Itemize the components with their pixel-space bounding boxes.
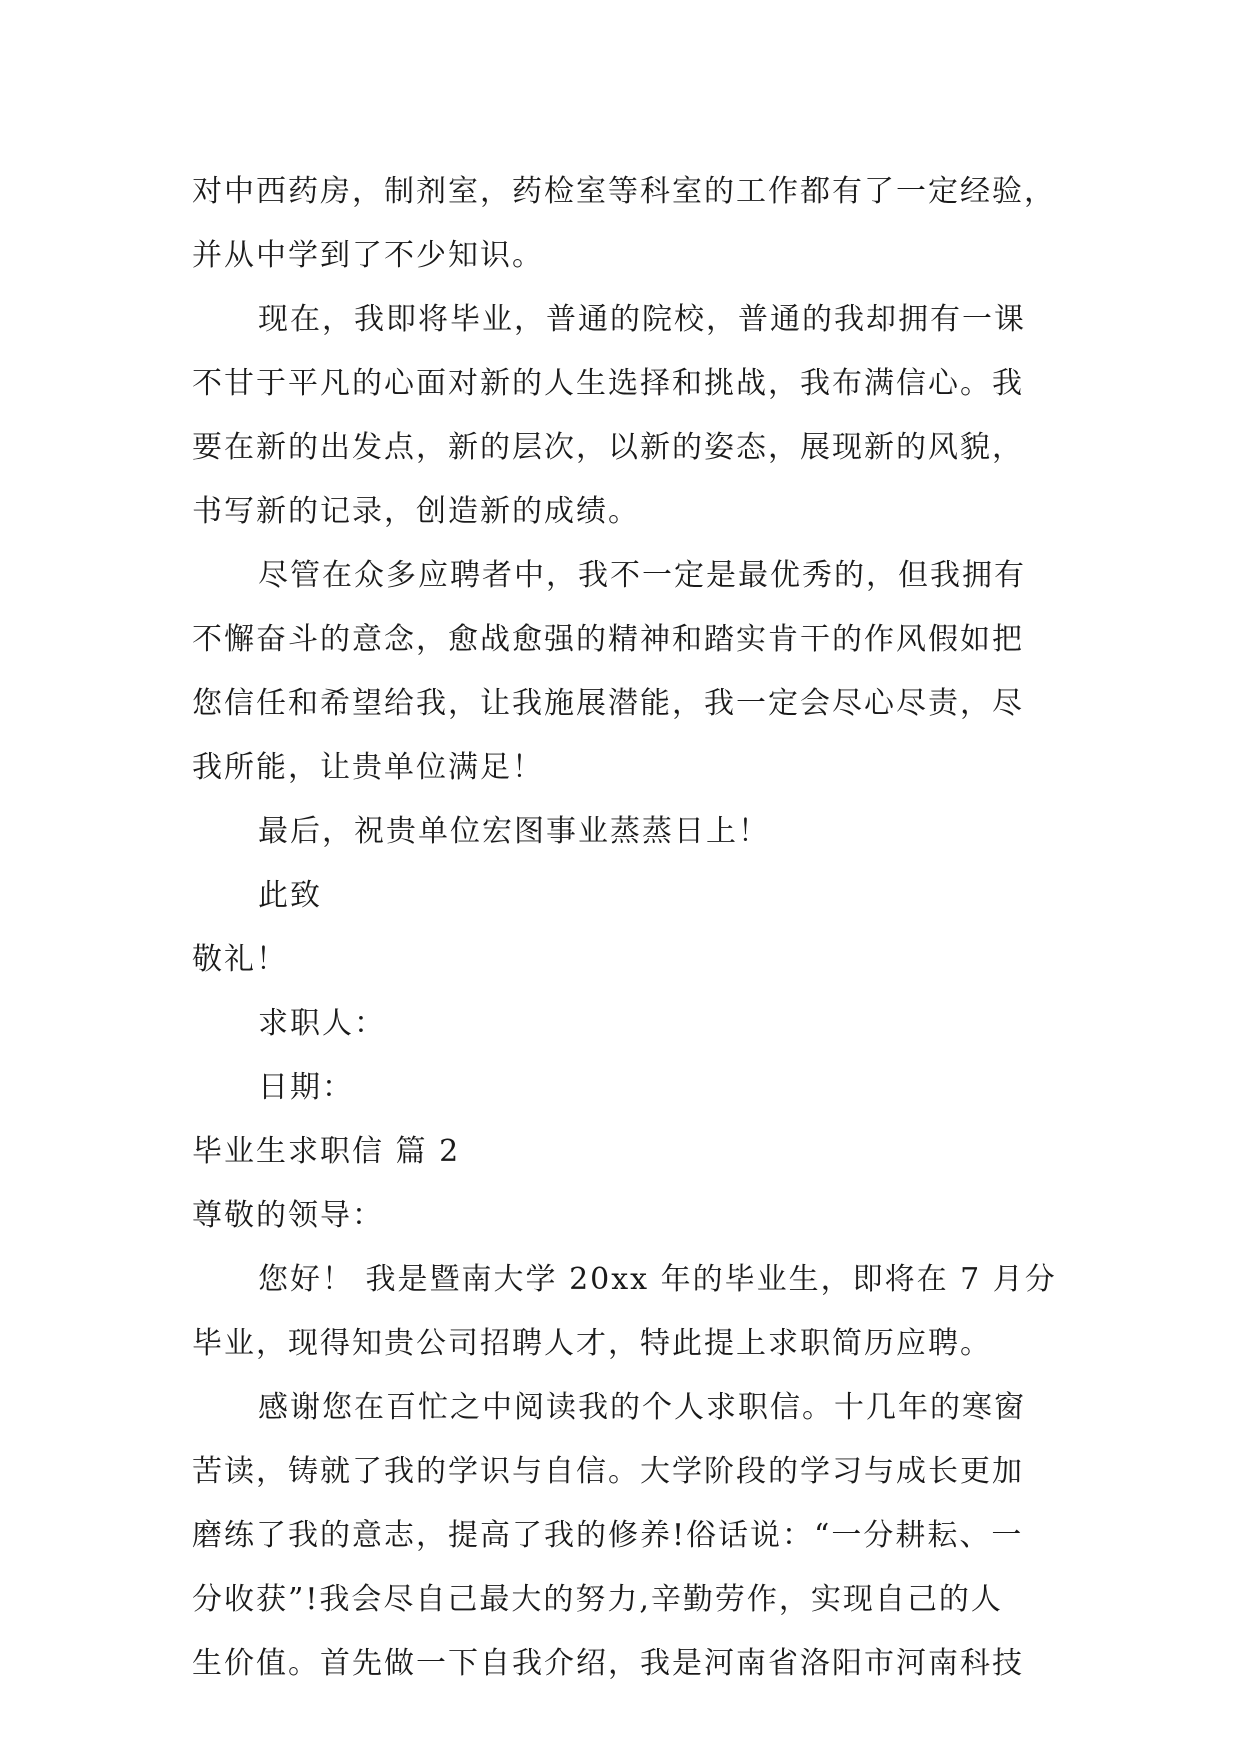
section-title: 毕业生求职信 篇 2 <box>192 1134 461 1169</box>
body-line: 要在新的出发点，新的层次，以新的姿态，展现新的风貌， <box>192 430 1024 465</box>
body-line: 不懈奋斗的意念，愈战愈强的精神和踏实肯干的作风假如把 <box>192 622 1024 657</box>
body-line: 书写新的记录，创造新的成绩。 <box>192 494 640 529</box>
body-line: 现在，我即将毕业，普通的院校，普通的我却拥有一课 <box>258 302 1026 337</box>
body-line: 您好！ 我是暨南大学 20xx 年的毕业生，即将在 7 月分 <box>258 1262 1057 1297</box>
date-label: 日期： <box>258 1070 354 1105</box>
body-line: 生价值。首先做一下自我介绍，我是河南省洛阳市河南科技 <box>192 1646 1024 1681</box>
body-line: 对中西药房，制剂室，药检室等科室的工作都有了一定经验， <box>192 174 1056 209</box>
body-line: 毕业，现得知贵公司招聘人才，特此提上求职简历应聘。 <box>192 1326 992 1361</box>
body-line: 不甘于平凡的心面对新的人生选择和挑战，我布满信心。我 <box>192 366 1024 401</box>
salutation-close: 此致 <box>258 878 322 913</box>
body-line: 分收获”!我会尽自己最大的努力,辛勤劳作，实现自己的人 <box>192 1582 1003 1617</box>
body-line: 尽管在众多应聘者中，我不一定是最优秀的，但我拥有 <box>258 558 1026 593</box>
closing-wish: 最后，祝贵单位宏图事业蒸蒸日上！ <box>258 814 770 849</box>
body-line: 磨练了我的意志，提高了我的修养!俗话说：“一分耕耘、一 <box>192 1518 1024 1553</box>
greeting: 尊敬的领导： <box>192 1198 384 1233</box>
document-body <box>192 160 1072 1696</box>
body-line: 苦读，铸就了我的学识与自信。大学阶段的学习与成长更加 <box>192 1454 1024 1489</box>
applicant-label: 求职人： <box>258 1006 386 1041</box>
salutation-regards: 敬礼！ <box>192 942 288 977</box>
body-line: 感谢您在百忙之中阅读我的个人求职信。十几年的寒窗 <box>258 1390 1026 1425</box>
body-line: 您信任和希望给我，让我施展潜能，我一定会尽心尽责，尽 <box>192 686 1024 721</box>
body-line: 我所能，让贵单位满足！ <box>192 750 544 785</box>
body-line: 并从中学到了不少知识。 <box>192 238 544 273</box>
